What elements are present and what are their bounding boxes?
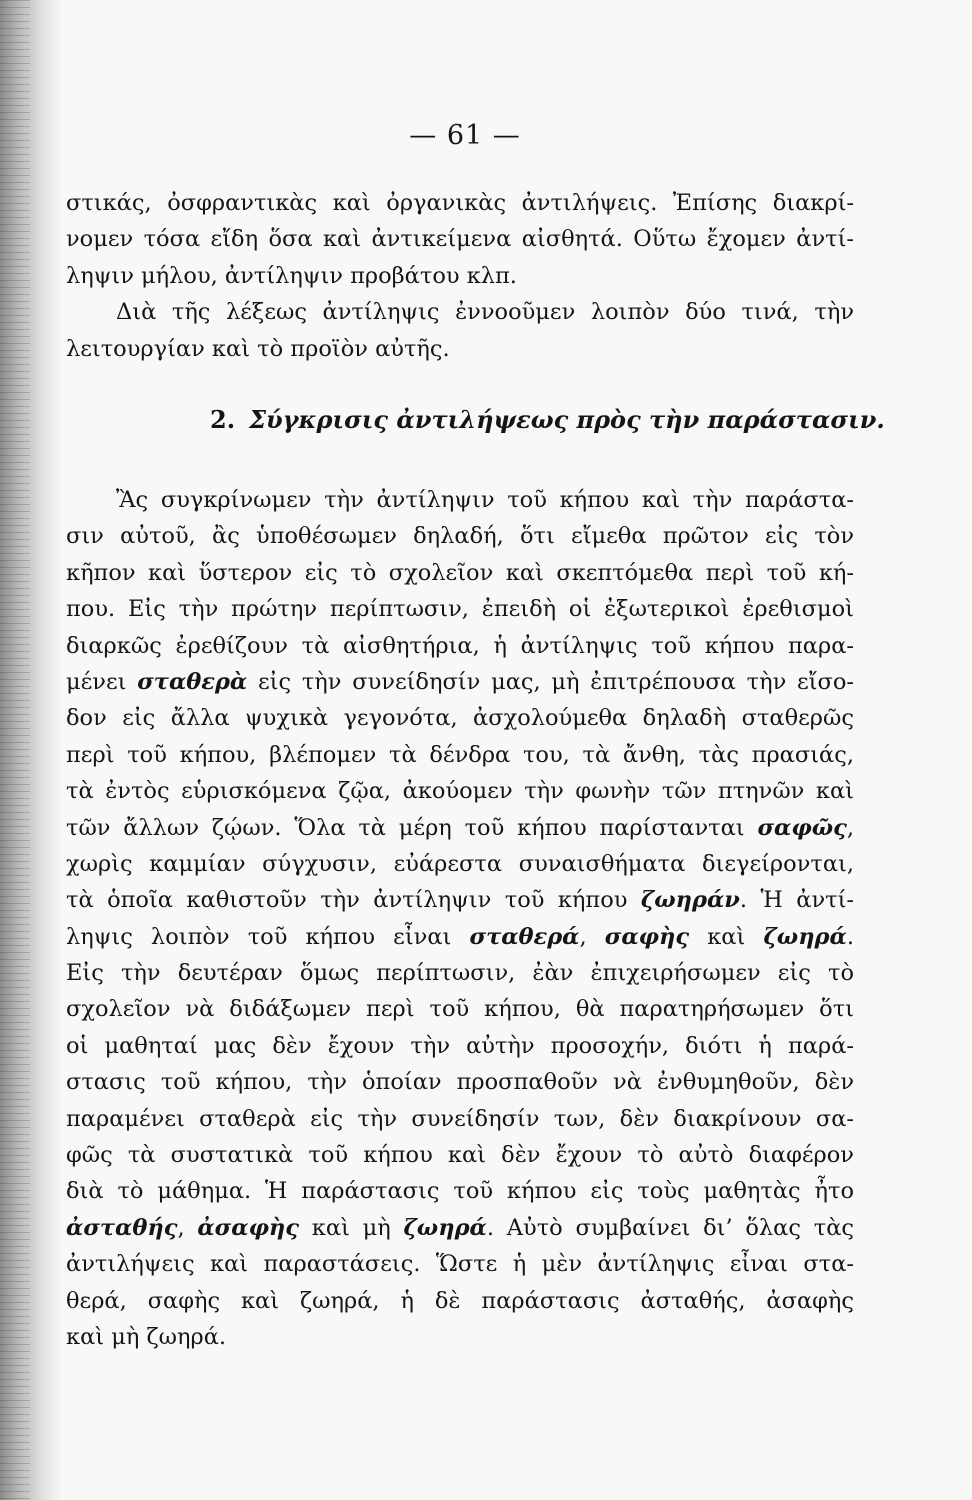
- text-line: που. Εἰς τὴν πρώτην περίπτωσιν, ἐπειδὴ οἱ ἐξωτερικοὶ ἐρεθισμοὶ: [66, 596, 854, 623]
- spine-texture: [0, 0, 30, 1500]
- text-line: στασις τοῦ κήπου, τὴν ὁποίαν προσπαθοῦν νὰ ἐνθυμηθοῦν, δὲν: [66, 1069, 854, 1096]
- text-line: [66, 882, 854, 918]
- section-heading: [210, 405, 885, 434]
- emphasis-word: σαφῶς: [757, 814, 847, 841]
- text-run: . Αὐτὸ συμβαίνει δι’ ὅλας τὰς: [486, 1214, 854, 1241]
- text-run: καὶ: [689, 923, 764, 950]
- text-run: τῶν ἄλλων ζῴων. Ὅλα τὰ μέρη τοῦ κήπου παρίστανται: [66, 814, 758, 841]
- text-run: καὶ μὴ: [299, 1214, 404, 1241]
- text-line: Εἰς τὴν δευτέραν ὅμως περίπτωσιν, ἐὰν ἐπιχειρήσωμεν εἰς τὸ: [66, 960, 854, 987]
- text-line: κῆπον καὶ ὕστερον εἰς τὸ σχολεῖον καὶ σκεπτόμεθα περὶ τοῦ κή-: [66, 559, 854, 586]
- emphasis-word: ἀσαφὴς: [197, 1214, 299, 1241]
- emphasis-word: σαφὴς: [604, 923, 690, 950]
- text-line: περὶ τοῦ κήπου, βλέπομεν τὰ δένδρα του, τὰ ἄνθη, τὰς πρασιάς,: [66, 741, 854, 768]
- text-line: φῶς τὰ συστατικὰ τοῦ κήπου καὶ δὲν ἔχουν τὸ αὐτὸ διαφέρον: [66, 1142, 854, 1169]
- text-line: ληψιν μήλου, ἀντίληψιν προβάτου κλπ.: [66, 262, 517, 289]
- text-line: θερά, σαφὴς καὶ ζωηρά, ἡ δὲ παράστασις ἀσταθής, ἀσαφὴς: [66, 1287, 854, 1314]
- section-title: Σύγκρισις ἀντιλήψεως πρὸς τὴν παράστασιν.: [249, 405, 885, 434]
- text-line: [66, 810, 854, 846]
- emphasis-word: ἀσταθής: [66, 1214, 178, 1241]
- text-line: σιν αὐτοῦ, ἂς ὑποθέσωμεν δηλαδή, ὅτι εἴμεθα πρῶτον εἰς τὸν: [66, 523, 854, 550]
- text-line: παραμένει σταθερὰ εἰς τὴν συνείδησίν των, δὲν διακρίνουν σα-: [66, 1105, 854, 1132]
- text-line: χωρὶς καμμίαν σύγχυσιν, εὐάρεστα συναισθήματα διεγείρονται,: [66, 850, 854, 877]
- text-run: μένει: [66, 668, 138, 695]
- text-line: καὶ μὴ ζωηρά.: [66, 1323, 227, 1350]
- text-line: [66, 1210, 854, 1246]
- text-block-main: [66, 482, 854, 1355]
- text-line: λειτουργίαν καὶ τὸ προϊὸν αὐτῆς.: [66, 335, 450, 362]
- text-line: δον εἰς ἄλλα ψυχικὰ γεγονότα, ἀσχολούμεθα δηλαδὴ σταθερῶς: [66, 705, 854, 732]
- text-run: ,: [846, 814, 854, 841]
- section-number: 2.: [210, 405, 236, 434]
- text-run: .: [846, 923, 854, 950]
- emphasis-word: σταθερά: [469, 923, 580, 950]
- text-line: νομεν τόσα εἴδη ὅσα καὶ ἀντικείμενα αἰσθητά. Οὕτω ἔχομεν ἀντί-: [66, 226, 854, 253]
- text-line: διαρκῶς ἐρεθίζουν τὰ αἰσθητήρια, ἡ ἀντίληψις τοῦ κήπου παρα-: [66, 632, 854, 659]
- page-number: — 61 —: [409, 120, 521, 151]
- text-line: Διὰ τῆς λέξεως ἀντίληψις ἐννοοῦμεν λοιπὸν δύο τινά, τὴν: [116, 299, 854, 326]
- text-line: [66, 664, 854, 700]
- text-run: ,: [579, 923, 605, 950]
- emphasis-word: ζωηρά: [403, 1214, 487, 1241]
- text-line: στικάς, ὀσφραντικὰς καὶ ὀργανικὰς ἀντιλήψεις. Ἐπίσης διακρί-: [66, 190, 854, 216]
- emphasis-word: ζωηράν: [640, 887, 740, 914]
- emphasis-word: ζωηρά: [763, 923, 847, 950]
- text-block-top: [66, 185, 854, 367]
- text-run: ,: [177, 1214, 198, 1241]
- text-line: οἱ μαθηταί μας δὲν ἔχουν τὴν αὐτὴν προσοχήν, διότι ἡ παρά-: [66, 1032, 854, 1059]
- text-line: Ἂς συγκρίνωμεν τὴν ἀντίληψιν τοῦ κήπου καὶ τὴν παράστα-: [116, 487, 854, 513]
- emphasis-word: σταθερὰ: [137, 668, 248, 695]
- text-line: ἀντιλήψεις καὶ παραστάσεις. Ὥστε ἡ μὲν ἀντίληψις εἶναι στα-: [66, 1251, 854, 1278]
- text-line: σχολεῖον νὰ διδάξωμεν περὶ τοῦ κήπου, θὰ παρατηρήσωμεν ὅτι: [66, 996, 854, 1023]
- text-run: εἰς τὴν συνείδησίν μας, μὴ ἐπιτρέπουσα τὴν εἴσο-: [247, 668, 855, 695]
- text-run: . Ἡ ἀντί-: [739, 887, 854, 914]
- text-line: διὰ τὸ μάθημα. Ἡ παράστασις τοῦ κήπου εἰς τοὺς μαθητὰς ἦτο: [66, 1178, 854, 1205]
- text-run: τὰ ὁποῖα καθιστοῦν τὴν ἀντίληψιν τοῦ κήπου: [66, 887, 641, 914]
- text-line: τὰ ἐντὸς εὑρισκόμενα ζῷα, ἀκούομεν τὴν φωνὴν τῶν πτηνῶν καὶ: [66, 778, 854, 805]
- text-run: ληψις λοιπὸν τοῦ κήπου εἶναι: [66, 923, 470, 950]
- text-line: [66, 919, 854, 955]
